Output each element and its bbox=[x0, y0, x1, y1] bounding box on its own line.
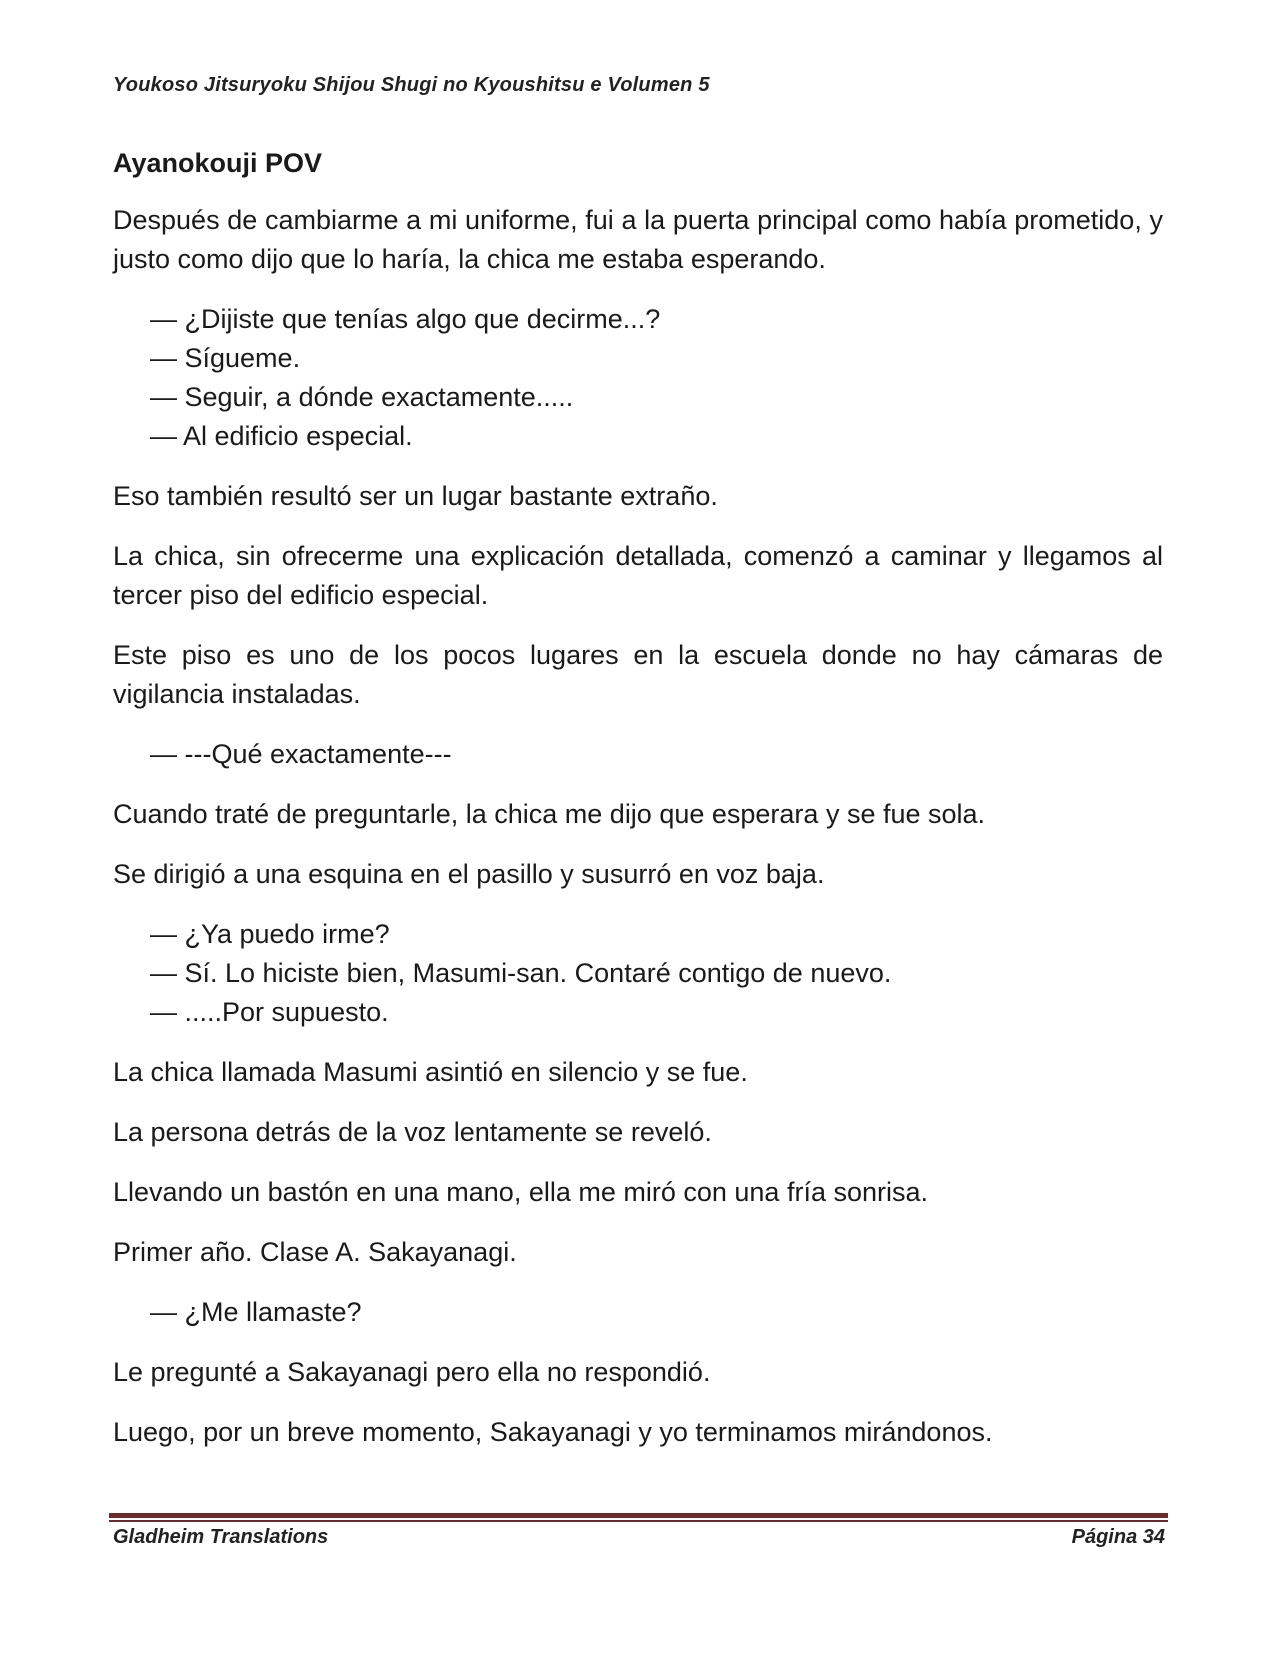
footer-publisher: Gladheim Translations bbox=[113, 1526, 329, 1548]
dialog-line: — .....Por supuesto. bbox=[150, 997, 389, 1028]
dialog-group-2 bbox=[113, 735, 1163, 774]
dialog-line: — Seguir, a dónde exactamente..... bbox=[150, 382, 574, 413]
dialog-line: — ¿Ya puedo irme? bbox=[150, 919, 390, 950]
dialog-line: — ¿Dijiste que tenías algo que decirme...? bbox=[150, 304, 661, 335]
dialog-line: — Al edificio especial. bbox=[150, 421, 413, 452]
footer-rule-thick bbox=[109, 1513, 1168, 1518]
paragraph-6: Se dirigió a una esquina en el pasillo y susurró en voz baja. bbox=[113, 859, 825, 890]
paragraph-1: Después de cambiarme a mi uniforme, fui a la puerta principal como había prometido, y justo como dijo que lo haría, la chica me estaba esperando. bbox=[113, 205, 1163, 275]
dialog-line: — Sígueme. bbox=[150, 343, 301, 374]
running-header: Youkoso Jitsuryoku Shijou Shugi no Kyoushitsu e Volumen 5 bbox=[113, 74, 710, 96]
paragraph-10: Primer año. Clase A. Sakayanagi. bbox=[113, 1237, 517, 1268]
dialog-line: — Sí. Lo hiciste bien, Masumi-san. Contaré contigo de nuevo. bbox=[150, 958, 892, 989]
paragraph-8: La persona detrás de la voz lentamente se reveló. bbox=[113, 1117, 712, 1148]
footer-page-number: Página 34 bbox=[1071, 1526, 1165, 1548]
dialog-line: — ¿Me llamaste? bbox=[150, 1297, 362, 1328]
paragraph-7: La chica llamada Masumi asintió en silencio y se fue. bbox=[113, 1057, 748, 1088]
section-heading: Ayanokouji POV bbox=[113, 148, 323, 178]
dialog-group-1 bbox=[113, 300, 1163, 456]
footer-rule-thin bbox=[109, 1520, 1168, 1522]
paragraph-4: Este piso es uno de los pocos lugares en la escuela donde no hay cámaras de vigilancia instaladas. bbox=[113, 640, 1163, 710]
paragraph-11: Le pregunté a Sakayanagi pero ella no respondió. bbox=[113, 1357, 711, 1388]
paragraph-9: Llevando un bastón en una mano, ella me miró con una fría sonrisa. bbox=[113, 1177, 928, 1208]
dialog-group-3 bbox=[113, 915, 1163, 1032]
dialog-group-4 bbox=[113, 1293, 1163, 1332]
paragraph-12: Luego, por un breve momento, Sakayanagi y yo terminamos mirándonos. bbox=[113, 1417, 993, 1448]
paragraph-2: Eso también resultó ser un lugar bastante extraño. bbox=[113, 481, 718, 512]
paragraph-5: Cuando traté de preguntarle, la chica me dijo que esperara y se fue sola. bbox=[113, 799, 986, 830]
paragraph-3: La chica, sin ofrecerme una explicación detallada, comenzó a caminar y llegamos al tercer piso del edificio especial. bbox=[113, 541, 1163, 611]
dialog-line: — ---Qué exactamente--- bbox=[150, 739, 452, 770]
page-body bbox=[113, 146, 1163, 1473]
